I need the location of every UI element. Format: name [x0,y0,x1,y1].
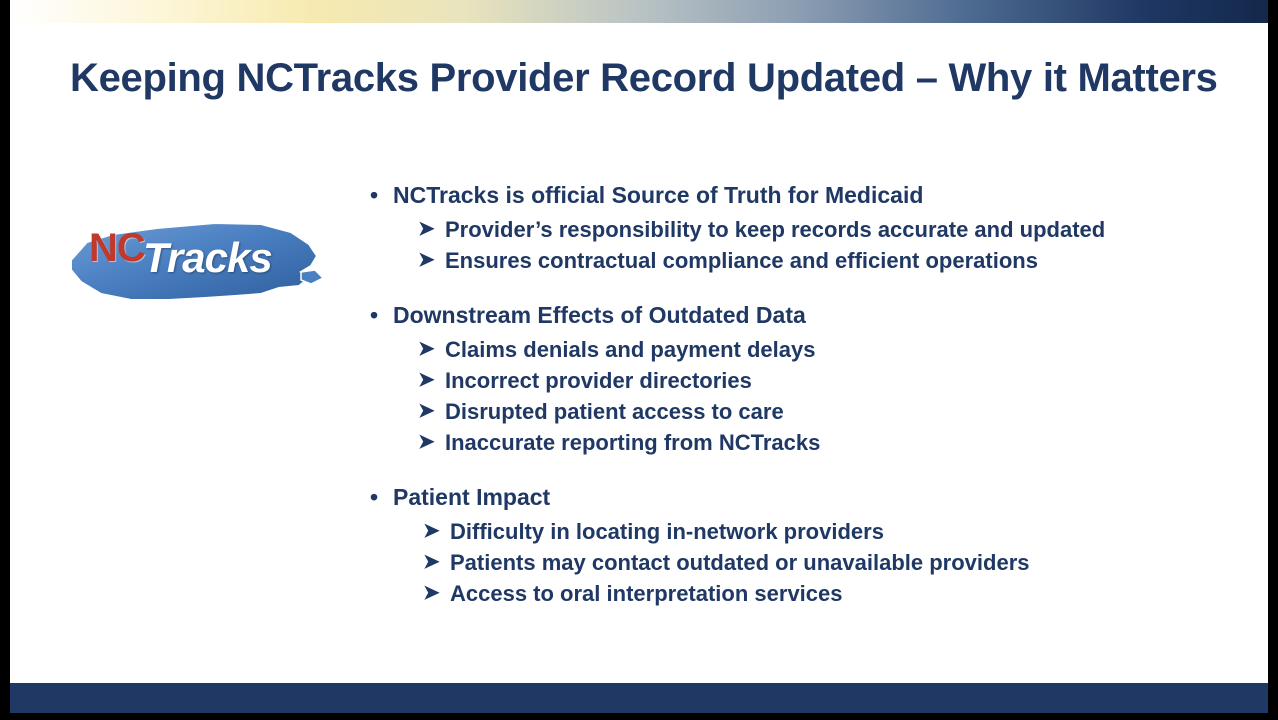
bullet-heading [355,178,1255,212]
page-title: Keeping NCTracks Provider Record Updated – Why it Matters [70,56,1218,100]
arrow-bullet-icon: ➤ [418,338,435,360]
bullet-subitem [355,396,1255,427]
bullet-subitem [355,516,1255,547]
top-gradient-band [10,0,1268,23]
bullet-subitem [355,365,1255,396]
logo-tracks-text: Tracks [143,234,272,281]
bullet-subitem-label: Ensures contractual compliance and efficient operations [445,248,1038,273]
bottom-navy-band [10,683,1268,713]
bullet-heading-label: Downstream Effects of Outdated Data [393,302,806,328]
bullet-subitem [355,334,1255,365]
arrow-bullet-icon: ➤ [418,369,435,391]
arrow-bullet-icon: ➤ [418,218,435,240]
bullet-heading [355,480,1255,514]
arrow-bullet-icon: ➤ [418,249,435,271]
bullet-dot-icon: • [370,302,379,328]
bullet-subitem [355,427,1255,458]
bullet-subitem [355,578,1255,609]
bullet-subitem-label: Provider’s responsibility to keep records accurate and updated [445,217,1106,242]
bullet-subitem [355,547,1255,578]
slide-content-area [10,23,1268,683]
arrow-bullet-icon: ➤ [423,551,440,573]
logo-nc-text: NC [89,226,145,270]
bullet-subitem-label: Patients may contact outdated or unavailable providers [450,550,1030,575]
arrow-bullet-icon: ➤ [423,582,440,604]
bullet-heading-label: Patient Impact [393,484,551,510]
bullet-group-3 [355,480,1255,609]
bullet-subitem-label: Inaccurate reporting from NCTracks [445,430,821,455]
bullet-group-2 [355,298,1255,458]
bullet-subitem [355,245,1255,276]
bullet-content [355,178,1255,631]
arrow-bullet-icon: ➤ [418,431,435,453]
nctracks-logo [65,208,330,318]
bullet-subitem-label: Incorrect provider directories [445,368,752,393]
arrow-bullet-icon: ➤ [418,400,435,422]
bullet-dot-icon: • [370,484,379,510]
bullet-subitem-label: Difficulty in locating in-network providers [450,519,884,544]
bullet-subitem-label: Access to oral interpretation services [450,581,843,606]
bullet-dot-icon: • [370,182,379,208]
bullet-subitem-label: Disrupted patient access to care [445,399,784,424]
arrow-bullet-icon: ➤ [423,520,440,542]
bullet-subitem-label: Claims denials and payment delays [445,337,816,362]
bullet-heading-label: NCTracks is official Source of Truth for Medicaid [393,182,924,208]
bullet-group-1 [355,178,1255,276]
bullet-subitem [355,214,1255,245]
bullet-heading [355,298,1255,332]
